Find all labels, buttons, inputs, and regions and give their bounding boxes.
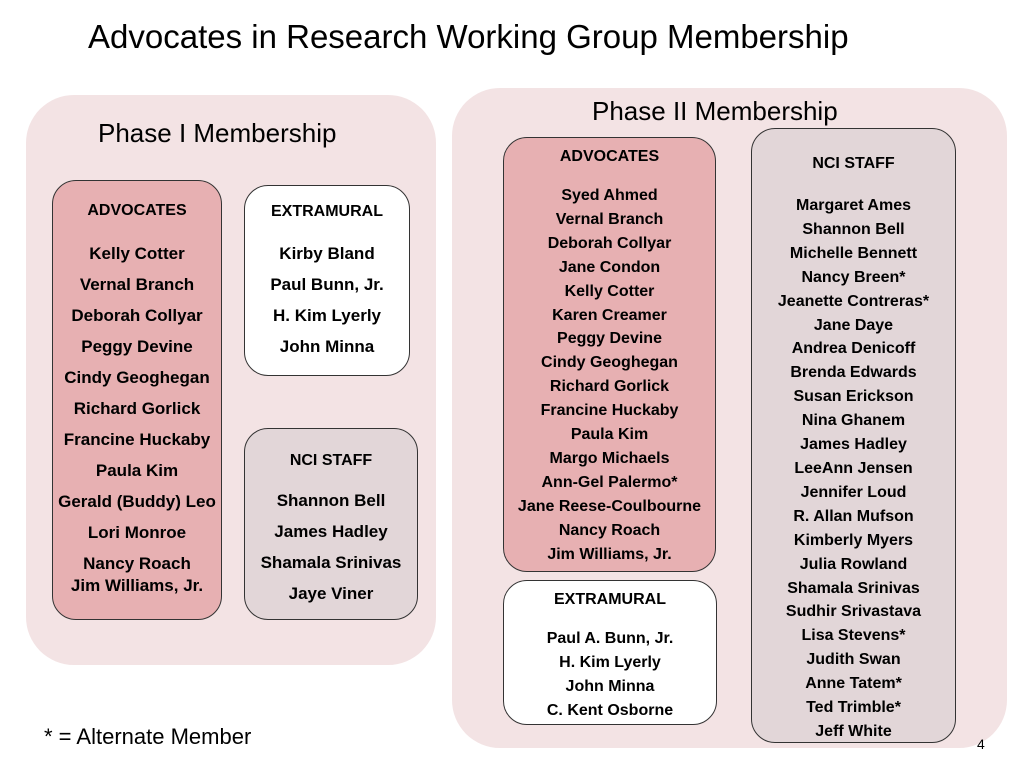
list-item: Vernal Branch	[79, 275, 195, 294]
phase1-nci-staff-box	[244, 428, 418, 620]
phase2-advocates-heading: ADVOCATES	[559, 148, 660, 165]
list-item: Anne Tatem*	[805, 675, 902, 693]
list-item: Andrea Denicoff	[791, 340, 916, 358]
list-item: Jane Reese-Coulbourne	[517, 497, 702, 515]
list-item: Jane Daye	[813, 316, 894, 334]
phase1-advocates-last-name: Jim Williams, Jr.	[70, 576, 204, 595]
list-item: John Minna	[565, 678, 655, 695]
list-item: Margo Michaels	[549, 449, 670, 467]
phase2-extramural-list	[504, 627, 716, 723]
list-item: R. Allan Mufson	[793, 507, 914, 525]
list-item: Paula Kim	[570, 426, 649, 444]
phase2-advocates-box	[503, 137, 716, 572]
slide-title: Advocates in Research Working Group Membership	[88, 18, 849, 55]
list-item: Sudhir Srivastava	[785, 603, 922, 621]
list-item: Nancy Breen*	[801, 268, 906, 286]
list-item: Julia Rowland	[799, 555, 908, 573]
phase2-extramural-box	[503, 580, 717, 725]
list-item: Deborah Collyar	[71, 306, 203, 325]
alternate-member-footnote: * = Alternate Member	[44, 724, 252, 749]
list-item: Lori Monroe	[87, 523, 187, 542]
list-item: Cindy Geoghegan	[541, 354, 678, 372]
list-item: Kimberly Myers	[793, 531, 914, 549]
list-item: Paul Bunn, Jr.	[270, 275, 384, 294]
phase1-title: Phase I Membership	[98, 118, 337, 148]
list-item: Kelly Cotter	[564, 282, 655, 300]
list-item: Gerald (Buddy) Leo	[58, 492, 216, 511]
list-item: Lisa Stevens*	[801, 627, 906, 645]
phase2-extramural-heading: EXTRAMURAL	[554, 591, 666, 608]
phase2-title: Phase II Membership	[592, 96, 838, 126]
phase1-nci-staff-heading: NCI STAFF	[289, 452, 373, 469]
list-item: Margaret Ames	[795, 197, 911, 214]
list-item: Shannon Bell	[802, 220, 905, 238]
list-item: Karen Creamer	[552, 306, 667, 324]
phase2-nci-staff-box	[751, 128, 956, 743]
list-item: H. Kim Lyerly	[272, 306, 382, 325]
list-item: Jennifer Loud	[800, 483, 907, 501]
list-item: Francine Huckaby	[540, 402, 679, 420]
list-item: Ted Trimble*	[806, 699, 901, 717]
list-item: John Minna	[279, 337, 375, 356]
list-item: Peggy Devine	[81, 337, 193, 356]
phase1-advocates-box	[52, 180, 222, 620]
list-item: Jim Williams, Jr.	[547, 545, 672, 563]
list-item: Nancy Roach	[558, 521, 661, 539]
phase2-nci-staff-list	[752, 194, 955, 744]
phase1-advocates-list	[53, 238, 221, 579]
list-item: Susan Erickson	[793, 388, 914, 406]
list-item: Francine Huckaby	[63, 430, 211, 449]
list-item: Shamala Srinivas	[787, 579, 920, 597]
list-item: Richard Gorlick	[549, 378, 670, 396]
list-item: Michelle Bennett	[789, 244, 918, 262]
list-item: Jane Condon	[558, 258, 661, 276]
list-item: Nancy Roach	[83, 554, 191, 573]
list-item: Vernal Branch	[555, 210, 664, 228]
list-item: Shamala Srinivas	[260, 553, 402, 572]
list-item: Nina Ghanem	[801, 412, 906, 430]
list-item: Jeff White	[815, 722, 892, 740]
list-item: C. Kent Osborne	[546, 702, 674, 719]
list-item: Ann-Gel Palermo*	[541, 473, 678, 491]
phase1-nci-staff-list	[245, 485, 417, 609]
phase2-nci-staff-heading: NCI STAFF	[812, 155, 895, 172]
phase1-extramural-list	[245, 238, 409, 362]
list-item: Shannon Bell	[276, 491, 386, 510]
list-item: Paula Kim	[95, 461, 179, 480]
list-item: LeeAnn Jensen	[794, 459, 913, 477]
phase1-advocates-heading: ADVOCATES	[87, 202, 187, 219]
list-item: Peggy Devine	[557, 330, 662, 348]
phase2-advocates-list	[504, 184, 715, 567]
list-item: Brenda Edwards	[790, 364, 917, 382]
list-item: Richard Gorlick	[73, 399, 201, 418]
list-item: Syed Ahmed	[561, 187, 658, 204]
phase1-extramural-box	[244, 185, 410, 376]
list-item: Deborah Collyar	[547, 234, 672, 252]
phase1-extramural-heading: EXTRAMURAL	[271, 203, 383, 220]
list-item: Jaye Viner	[288, 584, 374, 603]
list-item: James Hadley	[274, 522, 388, 541]
list-item: Kelly Cotter	[89, 244, 185, 263]
list-item: Jeanette Contreras*	[777, 292, 930, 310]
list-item: Judith Swan	[806, 651, 901, 669]
list-item: Paul A. Bunn, Jr.	[546, 630, 674, 647]
list-item: James Hadley	[800, 436, 907, 454]
list-item: Kirby Bland	[279, 244, 375, 263]
list-item: Cindy Geoghegan	[64, 368, 210, 387]
page-number: 4	[977, 736, 985, 752]
list-item: H. Kim Lyerly	[559, 654, 661, 671]
